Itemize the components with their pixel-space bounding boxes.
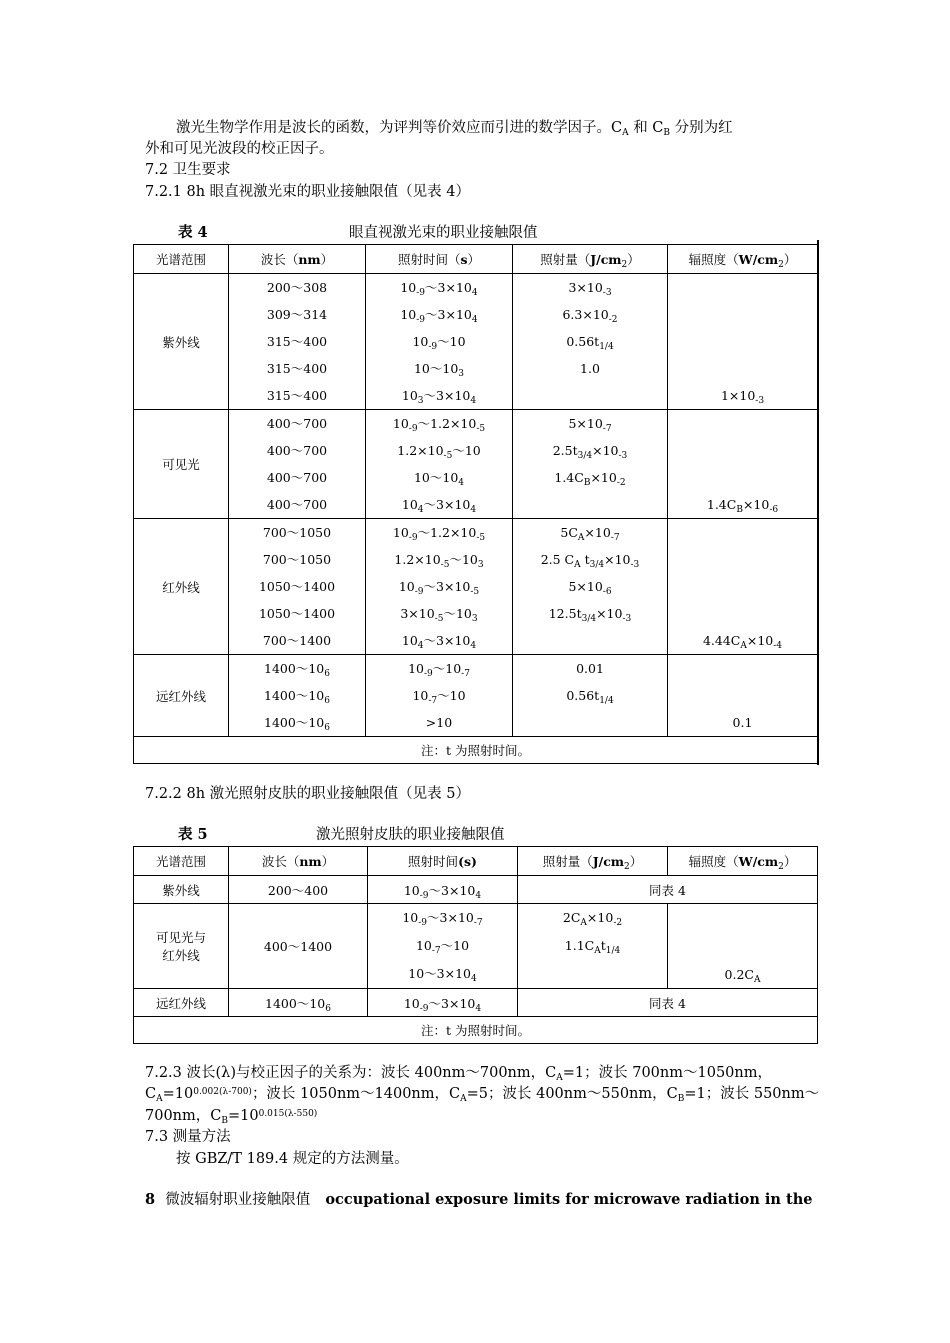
section-7-2-heading: 7.2 卫生要求 — [145, 162, 231, 178]
table5-uv-same: 同表 4 — [518, 876, 818, 904]
table4-note: 注：t 为照射时间。 — [134, 737, 818, 764]
table5-header-spectrum: 光谱范围 — [134, 847, 229, 876]
table-row — [134, 876, 818, 904]
table4-header-exposure: 照射量$(J/cm_2)$ — [513, 245, 668, 274]
section-7-2-3-line-2: $C_A=10^{0.002(\lambda-700)}$；波长 1050nm～1400nm，$C_A=5$；波长 400nm～550nm，$C_B=1$；波长 550nm～ — [145, 1086, 820, 1104]
table5-header-wavelength: 波长（nm） — [229, 847, 368, 876]
table4-header-spectrum: 光谱范围 — [134, 245, 229, 274]
table5-uv-wavelength: 200～400 — [229, 876, 368, 904]
table4-uv-wavelengths: 200～308 309～314 315～400 315～400 315～400 — [229, 274, 366, 410]
table4-header-wavelength: 波长（nm） — [229, 245, 366, 274]
table4-fir-times: $10_{-9}\sim 10_{-7}$ $10_{-7}\sim 10$ >10 — [366, 655, 513, 737]
table5-fir-label: 远红外线 — [134, 989, 229, 1017]
table5-note: 注：t 为照射时间。 — [134, 1017, 818, 1044]
table-row — [134, 904, 818, 989]
table4-ir-times: $10_{-9}\sim 1.2\times 10_{-5}$ $1.2\times 10_{-5}\sim 10_3$ $10_{-9}\sim 3\times 10_{-5}$ $3\times 10_{-5}\sim 10_3$ $10_4\sim 3\times 10_4$ — [366, 519, 513, 655]
table5-fir-time: $10_{-9}\sim 3\times 10_4$ — [368, 989, 518, 1017]
table5-header-exposure: 照射量$(J/cm_2)$ — [518, 847, 668, 876]
table4 — [133, 244, 818, 764]
table4-vis-label: 可见光 — [134, 410, 229, 519]
table5-visir-times: $10_{-9}\sim 3\times 10_{-7}$ $10_{-7}\sim 10$ $10\sim 3\times 10_4$ — [368, 904, 518, 989]
table5-label: 表 5 — [178, 826, 208, 843]
section-7-2-1-heading: 7.2.1 8h 眼直视激光束的职业接触限值（见表 4） — [145, 184, 471, 200]
table4-label: 表 4 — [178, 224, 208, 241]
table5-header-row — [134, 847, 818, 876]
table-row — [134, 519, 818, 655]
table4-note-row — [134, 737, 818, 764]
table-row — [134, 410, 818, 519]
table4-header-time: 照射时间（s） — [366, 245, 513, 274]
table4-fir-irradiance: 0.1 — [668, 655, 818, 737]
table4-uv-irradiance: $1\times 10_{-3}$ — [668, 274, 818, 410]
table5-visir-irradiance: $0.2C_A$ — [668, 904, 818, 989]
table5-header-irradiance: 辐照度$(W/cm_2)$ — [668, 847, 818, 876]
table4-vis-wavelengths: 400～700 400～700 400～700 400～700 — [229, 410, 366, 519]
table5-uv-time: $10_{-9}\sim 3\times 10_4$ — [368, 876, 518, 904]
table4-ir-exposures: $5C_A\times 10_{-7}$ 2.5 $C_A$ $t_{3/4}\times 10_{-3}$ $5\times 10_{-6}$ $12.5t_{3/4}\times 10_{-3}$ — [513, 519, 668, 655]
section-7-2-2-heading: 7.2.2 8h 激光照射皮肤的职业接触限值（见表 5） — [145, 786, 471, 802]
table4-ir-label: 红外线 — [134, 519, 229, 655]
table4-vis-exposures: $5\times 10_{-7}$ $2.5t_{3/4}\times 10_{-3}$ $1.4C_B\times 10_{-2}$ — [513, 410, 668, 519]
section-7-3-heading: 7.3 测量方法 — [145, 1129, 231, 1145]
table5-visir-label: 可见光与 红外线 — [134, 904, 229, 989]
table5-fir-wavelength: $1400\sim 10_6$ — [229, 989, 368, 1017]
table4-uv-times: $10_{-9}\sim 3\times 10_4$ $10_{-9}\sim 3\times 10_4$ $10_{-9}\sim 10$ $10\sim 10_3$ $10_3\sim 3\times 10_4$ — [366, 274, 513, 410]
table5-title: 激光照射皮肤的职业接触限值 — [316, 827, 505, 843]
table4-title: 眼直视激光束的职业接触限值 — [349, 225, 538, 241]
table5-header-time: 照射时间(s) — [368, 847, 518, 876]
table4-uv-exposures: $3\times 10_{-3}$ $6.3\times 10_{-2}$ $0.56t_{1/4}$ 1.0 — [513, 274, 668, 410]
table4-vis-times: $10_{-9}\sim 1.2\times 10_{-5}$ $1.2\times 10_{-5}\sim 10$ $10\sim 10_4$ $10_4\sim 3\times 10_4$ — [366, 410, 513, 519]
table4-fir-exposures: 0.01 $0.56t_{1/4}$ — [513, 655, 668, 737]
table4-ir-wavelengths: 700～1050 700～1050 1050～1400 1050～1400 700～1400 — [229, 519, 366, 655]
table5-note-row — [134, 1017, 818, 1044]
intro-line-1: 激光生物学作用是波长的函数，为评判等价效应而引进的数学因子。$C_A$ 和 $C_B$ 分别为红 — [176, 120, 733, 138]
section-7-2-3-line-1: 7.2.3 波长(λ)与校正因子的关系为：波长 400nm～700nm，$C_A=1$；波长 700nm～1050nm， — [145, 1065, 772, 1083]
table4-fir-label: 远红外线 — [134, 655, 229, 737]
table-row — [134, 655, 818, 737]
table4-right-border — [817, 240, 819, 765]
section-7-2-3-line-3: 700nm，$C_B=10^{0.015(\lambda-550)}$ — [145, 1108, 318, 1126]
table-row — [134, 989, 818, 1017]
table4-ir-irradiance: $4.44C_A\times 10_{-4}$ — [668, 519, 818, 655]
table5-fir-same: 同表 4 — [518, 989, 818, 1017]
table5-visir-exposures: $2C_A\times 10_{-2}$ $1.1C_At_{1/4}$ — [518, 904, 668, 989]
intro-line-2: 外和可见光波段的校正因子。 — [145, 141, 334, 157]
section-8-heading: 8 微波辐射职业接触限值 occupational exposure limits for microwave radiation in the — [145, 1191, 813, 1208]
table-row — [134, 274, 818, 410]
table5-uv-label: 紫外线 — [134, 876, 229, 904]
table4-uv-label: 紫外线 — [134, 274, 229, 410]
table4-header-irradiance: 辐照度$(W/cm_2)$ — [668, 245, 818, 274]
table4-header-row — [134, 245, 818, 274]
table4-vis-irradiance: $1.4C_B\times 10_{-6}$ — [668, 410, 818, 519]
section-7-3-text: 按 GBZ/T 189.4 规定的方法测量。 — [176, 1151, 409, 1167]
table5-visir-wavelength: 400～1400 — [229, 904, 368, 989]
table5 — [133, 846, 818, 1044]
table4-fir-wavelengths: $1400\sim 10_6$ $1400\sim 10_6$ $1400\sim 10_6$ — [229, 655, 366, 737]
